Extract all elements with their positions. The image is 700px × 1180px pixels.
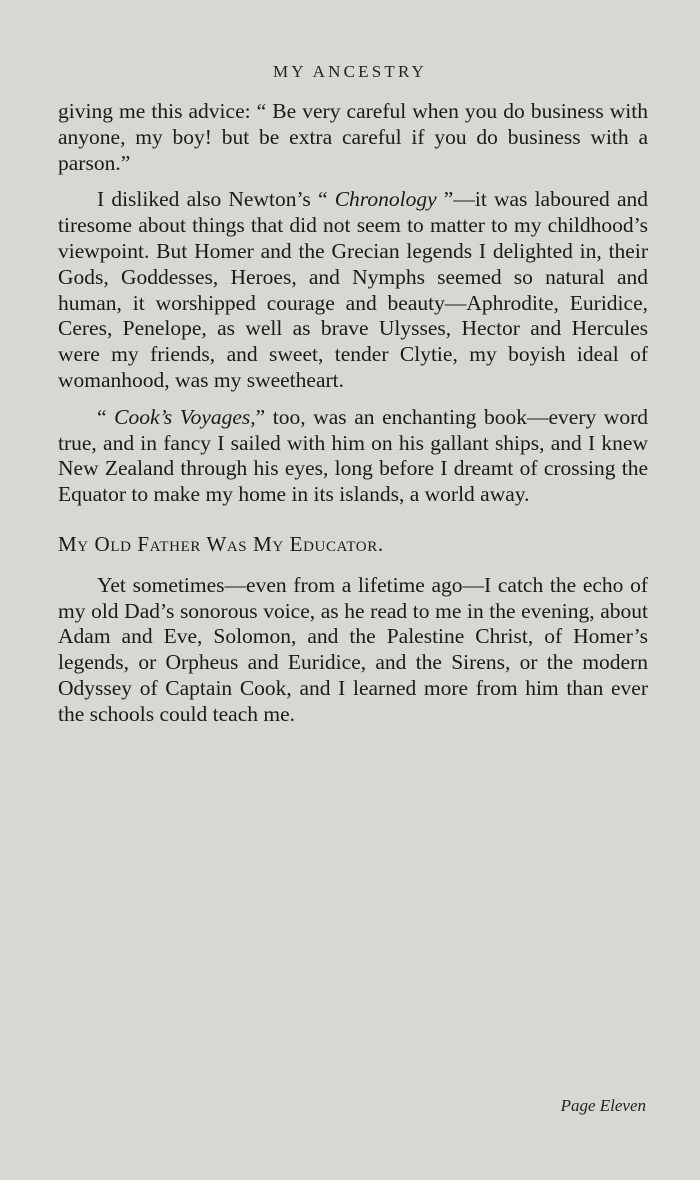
running-head: MY ANCESTRY [272,62,428,81]
book-title-cooks-voyages: Cook’s Voyages, [114,404,256,429]
paragraph-1: giving me this advice: “ Be very careful when you do business with anyone, my boy! but be extra careful if you do business with a parson.” [58,99,648,175]
page-number: Page Eleven [560,1096,646,1115]
paragraph-4: Yet sometimes—even from a lifetime ago—I catch the echo of my old Dad’s sonorous voice, as he read to me in the evening, about Adam and Eve, Solomon, and the Palestine Christ, of Homer’s legends, or Orpheus and Euridice, and the Sirens, or the modern Odyssey of Captain Cook, and I learned more from him than ever the schools could teach me. [58,572,648,726]
section-heading: My Old Father Was My Educator. [58,531,384,556]
paragraph-2-rest: ”—it was laboured and tiresome about things that did not seem to matter to my childhood’s viewpoint. But Homer and the Grecian legends I delighted in, their Gods, Goddesses, Heroes, and Nymphs seemed so natural and human, it worshipped courage and beauty—Aphrodite, Euridice, Ceres, Penelope, as well as brave Ulysses, Hector and Hercules were my friends, and sweet, tender Clytie, my boyish ideal of womanhood, was my sweetheart. [58,187,648,392]
paragraph-2-lead: I disliked also Newton’s “ [97,187,335,212]
body-text [58,99,648,728]
book-title-chronology: Chronology [334,187,437,212]
paragraph-2 [58,187,648,393]
paragraph-3-lead: “ [97,404,115,429]
paragraph-3 [58,405,648,508]
paragraph-3-rest: ” too, was an enchanting book—every word true, and in fancy I sailed with him on his gallant ships, and I knew New Zealand through his eyes, long before I dreamt of crossing the Equator to make my home in its islands, a world away. [58,404,648,507]
